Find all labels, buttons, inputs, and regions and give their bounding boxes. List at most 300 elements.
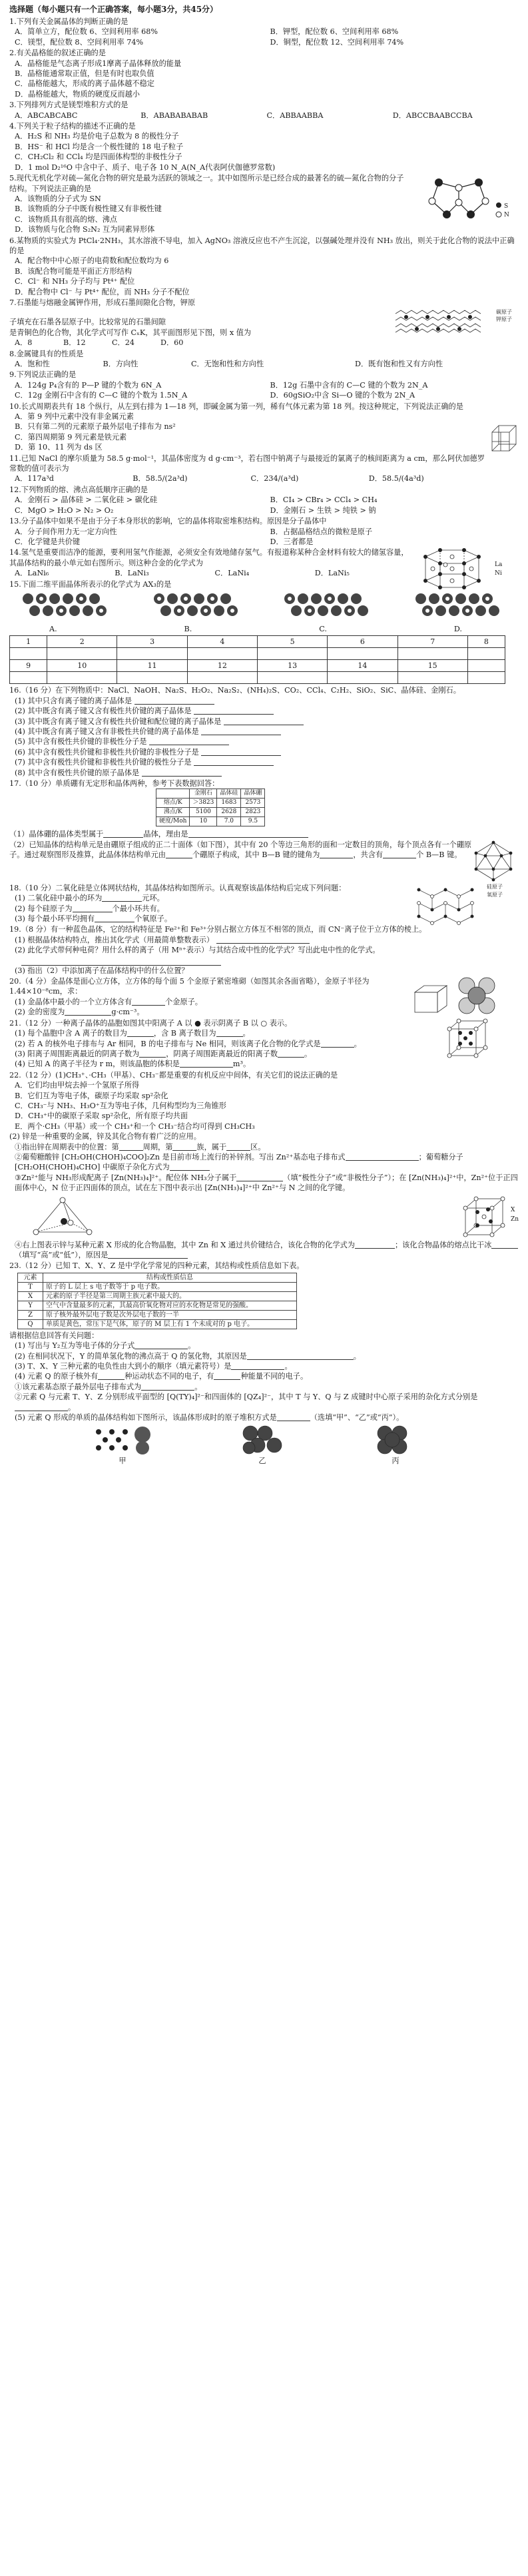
q17-stem: 17.（10 分）单质硼有无定形和晶体两种，参考下表数据回答： [9,779,220,788]
q17-cell: ＞3823 [190,799,217,808]
q14-option-d[interactable]: D．LaNi₅ [314,569,350,578]
q20-part-2-answer[interactable] [65,1008,111,1016]
q20-part-2-text: (2) 金的密度为 [15,1008,65,1017]
q6-stem: 6.某物质的实验式为 PtCl₄·2NH₃，其水溶液不导电，加入 AgNO₃ 溶液反应也不产生沉淀，以强碱处理并没有 NH₃ 放出，则关于此化合物的说法中正确的是 [9,236,515,255]
q8-option-b[interactable]: B．方向性 [103,360,138,368]
q22-hybrid-answer[interactable] [170,1163,210,1171]
q16-stem: 16.（16 分）在下列物质中：NaCl、NaOH、Na₂S、H₂O₂、Na₂S₂、(NH₄)₂S、CO₂、CCl₄、C₂H₂、SiO₂、SiC、晶体硅、金刚石。 [9,686,461,695]
q23-part-4a-answer[interactable] [141,1383,194,1391]
q14-lani-cell-figure [419,547,519,578]
q21-parts [9,1028,445,1070]
q21-part-1-text: (1) 每个晶胞中含 A 离子的数目为 [15,1029,127,1038]
q22-part-2d [9,1240,519,1261]
q23-part-1-end: 。 [188,1341,196,1351]
q22-part-2a-mid: 周期，第 [142,1142,173,1151]
q20-part-1-answer[interactable] [132,998,165,1006]
q22-group-answer[interactable] [172,1143,196,1151]
answer-blank-cell[interactable] [467,648,505,660]
q10-option-d[interactable]: D．第 10、11 列为 ds 区 [15,443,103,452]
question-21 [9,1018,519,1070]
q15-stem: 15.下面二维平面晶体所表示的化学式为 AX₃的是 [9,579,172,589]
q18-part-2 [15,904,412,914]
q17-part-2-tail3: 个 B—B 键。 [416,850,462,860]
q17-th: 晶体硼 [241,789,265,799]
q17-part-2-angle[interactable] [320,850,353,858]
q22-part-2d-text: ④右上图表示锌与某种元素 X 形成的化合物晶胞，其中 Zn 和 X 通过共价键结合，该化合物的化学式为 [15,1240,355,1249]
q23-info: 原子核外最外层电子数是次外层电子数的一半 [43,1310,297,1319]
q16-part-4 [15,727,519,737]
answer-num-cell: 3 [117,636,187,648]
q22-figures [9,1196,519,1239]
q14-option-b[interactable]: B．LaNi₃ [115,569,149,578]
q23-part-4a-text: ①该元素基态原子最外层电子排布式为 [15,1382,142,1391]
q2-option-a[interactable]: A．晶格能是气态离子形成1摩离子晶体释放的能量 [15,59,182,68]
q22-formula-answer[interactable] [355,1241,395,1249]
q23-part-4 [15,1371,519,1381]
q23-figure-jia [89,1424,156,1466]
answer-blank-cell[interactable] [467,672,505,684]
q2-option-b[interactable]: B．晶格能通常取正值，但是有时也取负值 [15,69,154,79]
q11-options [9,474,487,483]
q22-option-c[interactable]: C．CH₃⁻与 NH₃、H₃O⁺互为等电子体，几何构型均为三角锥形 [15,1101,226,1110]
q12-option-d[interactable]: D．金刚石 > 生铁 > 纯铁 > 钠 [270,505,376,515]
q23-label-jia: 甲 [119,1456,127,1466]
q18-part-2-answer[interactable] [73,904,113,912]
q17-cell: 1683 [217,799,241,808]
q22-part-2: (2) 锌是一种重要的金属，锌及其化合物有着广泛的应用。 [9,1132,201,1141]
q17-cell: 熔点/K [156,799,190,808]
answer-blank-cell[interactable] [397,672,467,684]
q23-part-4-text: (4) 元素 Q 的原子核外有 [15,1372,99,1381]
q21-part-1-end: 。 [242,1029,250,1038]
q10-option-c[interactable]: C．第四周期第 9 列元素是铁元素 [15,432,127,442]
answer-blank-cell[interactable] [117,648,187,660]
q22-option-b[interactable]: B．它们互为等电子体，碳原子均采取 sp²杂化 [15,1091,168,1100]
q21-part-3-answer-a[interactable] [139,1050,166,1058]
q7-line3: 是青铜色的化合物，其化学式可写作 CₓK，其平面图形见下图，则 x 值为 [9,328,252,337]
q18-parts [9,893,412,924]
q22-part-2b-text: ②葡萄糖酸锌 [CH₂OH(CHOH)₄COO]₂Zn 是目前市场上流行的补锌剂。写出 Zn²⁺基态电子排布式 [15,1152,346,1161]
q10-stem: 10.长式周期表共有 18 个纵行，从左到右排为 1—18 列，即碱金属为第一列，稀有气体元素为第 18 列。按这种规定，下列说法正确的是 [9,402,463,411]
answer-blank-cell[interactable] [47,672,117,684]
question-16 [9,685,519,778]
q18-part-1-answer[interactable] [102,894,142,902]
q13-option-c[interactable]: C．化学键是共价键 [15,537,81,546]
q22-period-answer[interactable] [119,1143,143,1151]
q7-option-b[interactable]: B．12 [63,338,86,348]
q20-part-1-tail: 个金原子。 [165,997,202,1006]
q4-option-b[interactable]: B．HS⁻ 和 HCl 均是含一个极性键的 18 电子粒子 [15,142,184,151]
q22-part-2d-end: （填写“高”或“低”），原因是 [15,1251,109,1259]
q23-part-1-answer[interactable] [134,1341,188,1349]
q22-part-2c [9,1173,519,1193]
question-20 [9,976,519,1018]
q17-cell: 硬度/Moh [156,817,190,826]
q21-part-1-mid: ，含 B 离子数目为 [153,1029,216,1038]
q5-stem: 5.现代无机化学对硫—氮化合物的研究是最为活跃的领域之一。其中如图所示是已经合成的最著名的硫—氮化合物的分子结构。下列说法正确的是 [9,174,404,193]
q23-info: 元素的原子半径是第三周期主族元素中最大的。 [43,1291,297,1301]
q16-part-1-answer[interactable] [134,697,214,705]
q21-part-1-answer-a[interactable] [127,1029,154,1037]
q17-cell: 2628 [217,808,241,817]
q20-parts [9,997,412,1018]
q6-option-d[interactable]: D．配合物中 Cl⁻ 与 Pt⁴⁺ 配位，而 NH₃ 分子不配位 [15,287,190,296]
q5-legend-n: N [504,212,509,219]
answer-blank-cell[interactable] [117,672,187,684]
q3-option-c[interactable]: C．ABBAABBA [266,111,324,120]
q23-info: 空气中含量最多的元素，其最高价氧化物对应的水化物是常见的强酸。 [43,1301,297,1310]
q11-option-d[interactable]: D．58.5/(4a³d) [368,474,424,483]
answer-num-cell: 13 [257,660,327,672]
answer-num-cell: 14 [328,660,397,672]
q23-part-4a [15,1382,519,1392]
q19-part-2: (2) 此化学式带何种电荷？用什么样的离子（用 Mⁿ⁺表示）与其结合成中性的化学式？写出此电中性的化学式。 [15,946,380,955]
q15-option-b[interactable]: B. [184,624,192,633]
q23-part-5-end: （选填“甲”、“乙”或“丙”）。 [310,1413,404,1423]
q22-option-a[interactable]: A．它们均由甲烷去掉一个氢原子所得 [15,1081,140,1090]
q16-part-3-answer[interactable] [224,717,304,725]
q7-legend-potassium: 钾原子 [496,316,512,322]
answer-blank-cell[interactable] [397,648,467,660]
q12-option-b[interactable]: B．CI₄ > CBr₄ > CCl₄ > CH₄ [270,495,378,505]
q23-part-5-answer[interactable] [277,1413,310,1421]
answer-blank-cell[interactable] [257,672,327,684]
q21-part-4-text: (4) 已知 A 的离子半径为 r m，则该晶胞的体积是 [15,1060,180,1069]
q11-nacl-cell-figure [489,424,519,454]
q23-stem: 23.（12 分）已知 T、X、Y、Z 是中学化学常见的四种元素，其结构或性质信息如下表。 [9,1261,304,1271]
q20-gold-cell-figures [412,976,519,1015]
q5-option-d[interactable]: D．该物质与化合物 S₂N₂ 互为同素异形体 [15,225,155,234]
q16-part-1-text: (1) 其中只含有离子键的离子晶体是 [15,696,132,705]
question-13 [9,516,519,547]
q17-part-2 [9,840,519,882]
q18-part-2-text: (2) 每个硅原子为 [15,904,73,913]
q17-cell: 5100 [190,808,217,817]
answer-num-cell: 8 [467,636,505,648]
question-3 [9,100,519,121]
q10-option-b[interactable]: B．只有第二列的元素原子最外层电子排布为 ns² [15,422,176,432]
q18-stem: 18.（10 分）二氧化硅是立体网状结构，其晶体结构如图所示。认真观察该晶体结构后完成下列问题： [9,883,346,892]
answer-blank-cell[interactable] [10,648,47,660]
question-23 [9,1261,519,1466]
q17-cell: 沸点/K [156,808,190,817]
q23-part-3-text: (3) T、X、Y 三种元素的电负性由大到小的顺序（填元素符号）是 [15,1362,232,1371]
q14-option-a[interactable]: A．LaNi₆ [15,569,49,578]
answer-table-row-1 [10,636,505,648]
q23-element: Y [18,1301,43,1310]
question-17 [9,779,519,882]
q9-option-c[interactable]: C．12g 金刚石中含有的 C—C 键的个数为 1.5N_A [15,391,188,400]
q15-lattice-a [19,591,112,624]
q5-option-b[interactable]: B．该物质的分子中既有极性键又有非极性键 [15,204,162,214]
q20-cube-figure [412,983,449,1015]
question-1 [9,17,519,47]
q16-part-4-text: (4) 其中既含有离子键又含有非极性共价键的离子晶体是 [15,727,199,736]
q10-option-a[interactable]: A．第 9 列中元素中没有非金属元素 [15,412,134,422]
q4-option-a[interactable]: A．H₂S 和 NH₃ 均是价电子总数为 8 的极性分子 [15,132,179,141]
q21-part-4-answer[interactable] [180,1060,233,1068]
q23-th: 元素 [18,1273,43,1282]
answer-blank-cell[interactable] [10,672,47,684]
q13-option-a[interactable]: A．分子间作用力无一定方向性 [15,527,117,536]
q6-option-c[interactable]: C．Cl⁻ 和 NH₃ 分子均与 Pt⁴⁺ 配位 [15,277,135,286]
q20-part-2-tail: g·cm⁻³。 [111,1008,144,1017]
q17-cell: 2573 [241,799,265,808]
q21-ionic-cell-figure [445,1018,519,1058]
q22-part-2d-mid: ；该化合物晶体的熔点比干冰 [394,1240,492,1249]
question-9 [9,370,519,400]
q21-part-1 [15,1028,445,1038]
q3-option-a[interactable]: A．ABCABCABC [15,111,78,120]
q21-stem: 21.（12 分）一种离子晶体的晶胞如图其中阳离子 A 以 ● 表示阴离子 B 以 ○ 表示。 [9,1018,292,1028]
q1-option-a[interactable]: A．简单立方，配位数 6、空间利用率 68% [15,27,158,37]
q14-options [9,568,415,578]
answer-blank-cell[interactable] [328,672,397,684]
q12-option-a[interactable]: A．金刚石 > 晶体硅 > 二氧化硅 > 碳化硅 [15,495,158,505]
q16-part-2-text: (2) 其中既含有离子键又含有极性共价键的离子晶体是 [15,707,192,716]
q23-part-4-answer-a[interactable] [98,1372,125,1380]
q23-part-2-answer[interactable] [247,1352,354,1360]
q9-stem: 9.下列说法正确的是 [9,370,77,380]
q23-element: Z [18,1310,43,1319]
answer-num-cell: 7 [397,636,467,648]
q23-part-1-text: (1) 写出与 Y₂互为等电子体的分子式 [15,1341,135,1351]
answer-table [9,635,505,684]
q11-option-b[interactable]: B．58.5/(2a³d) [132,474,188,483]
page [9,4,519,1466]
q17-part-2-text: （2）已知晶体的结构单元是由硼原子组成的正二十面体（如下图），其中有 20 个等边三角形的面和一定数目的顶角，每个顶点各有一个硼原子。通过观察图形及推算，此晶体体结构单元由 [9,840,472,860]
q13-option-d[interactable]: D．三者都是 [270,537,314,546]
answer-blank-cell[interactable] [47,648,117,660]
q13-option-b[interactable]: B．占据晶格结点的微粒是原子 [270,527,373,536]
q16-part-5-answer[interactable] [149,737,229,745]
q23-part-4a-end: 。 [194,1382,202,1391]
q8-option-c[interactable]: C．无饱和性和方向性 [190,360,264,368]
q8-stem: 8.金属键具有的性质是 [9,349,84,358]
q12-stem: 12.下列物质的熔、沸点高低顺序正确的是 [9,485,148,494]
q23-part-3-answer[interactable] [231,1362,284,1370]
q23-info: 单质是黄色，常压下是气体，原子的 M 层上有 1 个未成对的 p 电子。 [43,1319,297,1329]
question-11 [9,454,519,484]
q5-option-a[interactable]: A．该物质的分子式为 SN [15,194,101,203]
q22-stem: 22.（12 分）(1)CH₃⁺、·CH₃（甲基）、CH₃⁻都是重要的有机反应中间体，有关它们的说法正确的是 [9,1070,338,1080]
q23-part-4b-answer[interactable] [15,1403,68,1411]
q23-figure-bing [369,1424,422,1466]
q23-part-3-end: 。 [284,1362,292,1371]
answer-num-cell: 9 [10,660,47,672]
q7-option-c[interactable]: C．24 [112,338,134,348]
q2-option-c[interactable]: C．晶格能越大，形成的离子晶体越不稳定 [15,79,154,89]
answer-blank-cell[interactable] [187,648,257,660]
q1-option-d[interactable]: D．铜型，配位数 12、空间利用率 74% [270,37,404,47]
q9-option-a[interactable]: A．124g P₄含有的 P—P 键的个数为 6N_A [15,380,162,390]
q6-options [9,256,519,297]
q18-legend-o: 氧原子 [487,891,503,898]
q7-graphite-potassium-figure [392,307,519,323]
q22-block-answer[interactable] [226,1143,250,1151]
q11-stem: 11.已知 NaCl 的摩尔质量为 58.5 g·mol⁻¹，其晶体密度为 d g·cm⁻³，若右图中钠离子与最接近的氯离子的核间距离为 a cm，那么阿伏加德罗常数的值可表示为 [9,454,485,474]
q17-part-2-count[interactable] [166,850,192,858]
q17-part-2-bonds[interactable] [383,850,416,858]
q17-icosahedron-figure [472,840,519,882]
answer-num-cell: 1 [10,636,47,648]
q21-part-3 [15,1049,445,1059]
q4-options [9,131,519,172]
q17-th [156,789,190,799]
q20-part-1-text: (1) 金晶体中最小的一个立方体含有 [15,997,132,1006]
q21-part-2-end: 。 [354,1039,362,1048]
q17-cell: 2823 [241,808,265,817]
q1-options [9,27,519,47]
q2-option-d[interactable]: D．晶格能越大，物质的硬度反而越小 [15,89,140,99]
q16-part-6-answer[interactable] [201,748,281,756]
q16-part-8 [15,768,519,778]
q5-options [9,194,412,235]
q22-part-2b [9,1152,519,1173]
q9-options [9,380,519,401]
q23-part-4-end: 种能量不同的电子。 [240,1372,308,1381]
q19-part-1 [15,935,519,945]
section-header: 选择题（每小题只有一个正确答案，每小题3分，共45分） [9,5,218,14]
q16-part-7-answer[interactable] [194,758,274,766]
q9-option-b[interactable]: B．12g 石墨中含有的 C—C 键的个数为 2N_A [270,380,428,390]
question-6 [9,236,519,297]
q15-option-a[interactable]: A. [49,624,57,633]
q23-element: X [18,1291,43,1301]
q6-option-a[interactable]: A．配合物中中心原子的电荷数和配位数均为 6 [15,256,169,266]
q20-face-atoms-figure [457,976,496,1015]
q21-part-2 [15,1039,445,1049]
q5-option-c[interactable]: C．该物质具有很高的熔、沸点 [15,214,117,224]
q11-option-a[interactable]: A．117a³d [15,474,54,483]
q3-option-d[interactable]: D．ABCCBAABCCBA [392,111,473,120]
q14-legend-ni: Ni [495,570,502,577]
q21-part-1-answer-b[interactable] [216,1029,243,1037]
q21-part-4-end: m³。 [232,1060,251,1069]
q15-option-d[interactable]: D. [453,624,462,633]
q12-option-c[interactable]: C．MgO > H₂O > N₂ > O₂ [15,505,114,515]
answer-num-cell: 2 [47,636,117,648]
q23-part-4b-text: ②元素 Q 与元素 T、Y、Z 分别形成平面型的 [Q(TY)₄]²⁻和四面体的 [QZ₄]²⁻，其中 T 与 Y、Q 与 Z 成键时中心原子采用的杂化方式分别是 [15,1393,478,1402]
q3-option-b[interactable]: B．ABABABABAB [140,111,208,120]
q23-part-4-answer-b[interactable] [214,1372,240,1380]
question-5 [9,173,519,234]
q23-part-4-mid: 种运动状态不同的电子，有 [125,1372,214,1381]
q20-part-2 [15,1007,412,1017]
q16-part-7 [15,757,519,767]
question-12 [9,485,519,515]
q22-option-d[interactable]: D．CH₃⁺中的碳原子采取 sp²杂化，所有原子均共面 [15,1112,188,1121]
answer-blank-cell[interactable] [328,648,397,660]
q4-stem: 4.下列关于粒子结构的描述不正确的是 [9,122,136,131]
q8-options [9,359,519,369]
q18-part-3 [15,914,412,924]
q18-sio2-structure-figure [412,883,519,899]
q7-option-d[interactable]: D．60 [160,338,184,348]
q22-zn-config-answer[interactable] [346,1153,419,1161]
q22-reason-answer[interactable] [108,1251,188,1259]
q21-part-3-answer-b[interactable] [278,1050,304,1058]
q22-part-2a-text: ①指出锌在周期表中的位置：第 [15,1142,119,1151]
q11-option-c[interactable]: C．234/(a³d) [250,474,299,483]
q16-part-3-text: (3) 其中既含有离子键又含有极性共价键和配位键的离子晶体是 [15,717,222,726]
q18-part-3-answer[interactable] [95,914,134,922]
q23-figure-yi [236,1424,289,1466]
q20-part-1 [15,997,412,1007]
q7-legend-carbon: 碳原子 [496,308,512,315]
q14-option-c[interactable]: C．LaNi₄ [214,569,250,578]
q16-part-5 [15,737,519,747]
q15-option-c[interactable]: C. [319,624,327,633]
q18-part-1 [15,893,412,903]
q5-sn-molecule-figure [412,173,519,220]
q16-part-2-answer[interactable] [194,707,274,715]
q23-element: Q [18,1319,43,1329]
q1-option-b[interactable]: B．钾型，配位数 6、空间利用率 68% [270,27,399,37]
answer-num-cell: 10 [47,660,117,672]
q12-options [9,495,519,515]
q22-legend-x: X [510,1206,515,1213]
q22-part-2c-tail: （填“极性分子”或“非极性分子”）；在 [Zn(NH₃)₄]²⁺中，Zn²⁺位于正四面体中心，N 位于正四面体的顶点，试在左下图中表示出 [Zn(NH₃)₄]²⁺中 Zn²⁺与 N 之间的化学键。 [15,1173,518,1193]
q13-options [9,527,519,547]
q10-options [9,412,519,453]
q17-part-1-answer[interactable] [103,830,143,838]
q6-option-b[interactable]: B．该配合物可能是平面正方形结构 [15,266,132,276]
q22-option-e[interactable]: E．两个·CH₃（甲基）或一个 CH₃⁺和一个 CH₃⁻结合均可得到 CH₃CH₃ [15,1122,255,1131]
q16-part-8-answer[interactable] [142,769,222,777]
q23-label-yi: 乙 [258,1456,266,1466]
q23-part-4b-end: 。 [68,1403,76,1412]
q4-option-d[interactable]: D．1 mol D₂¹⁶O 中含中子、质子、电子各 10 N_A(N_A代表阿伏伽德罗常数) [15,162,276,172]
q16-part-1 [15,696,519,706]
q16-part-4-answer[interactable] [201,727,281,735]
question-4 [9,121,519,172]
q19-parts [9,935,519,976]
q5-legend-s: S [504,203,509,210]
q7-option-a[interactable]: A．8 [15,338,33,348]
question-7 [9,298,519,348]
q17-cell: 10 [190,817,217,826]
q22-part-2a [9,1142,519,1152]
q23-part-2-end: 。 [353,1351,361,1361]
q15-lattice-figures [19,591,505,624]
answer-blank-cell[interactable] [187,672,257,684]
q4-option-c[interactable]: C．CH₂Cl₂ 和 CCl₄ 均是四面体构型的非极性分子 [15,153,182,162]
q2-options [9,59,519,100]
q17-th: 晶体硅 [217,789,241,799]
q21-part-3-end: 。 [304,1049,312,1058]
q22-mp-answer[interactable] [491,1241,518,1249]
q19-part-1-answer[interactable] [216,936,310,944]
q8-option-d[interactable]: D．既有饱和性又有方向性 [354,360,443,368]
answer-blank-cell[interactable] [257,648,327,660]
q19-part-2-answer-line[interactable] [21,956,221,966]
q22-polarity-answer[interactable] [236,1173,283,1181]
q17-part-1 [9,829,519,839]
q23-part-4b [15,1392,519,1413]
q17-part-1-reason[interactable] [188,830,308,838]
q8-option-a[interactable]: A．饱和性 [15,360,50,368]
q3-options [9,111,519,121]
question-19 [9,924,519,976]
q7-line2: 子填充在石墨各层原子中。比较常见的石墨间隙 [9,318,166,327]
q22-legend-zn: Zn [510,1215,519,1223]
q21-part-2-answer[interactable] [321,1040,354,1048]
q1-option-c[interactable]: C．镁型，配位数 8、空间利用率 74% [15,37,144,47]
answer-num-cell: 15 [397,660,467,672]
q9-option-d[interactable]: D．60gSiO₂中含 Si—O 键的个数为 2N_A [270,391,415,400]
q21-part-3-text: (3) 阳离子周围距离最近的阴离子数为 [15,1049,140,1058]
